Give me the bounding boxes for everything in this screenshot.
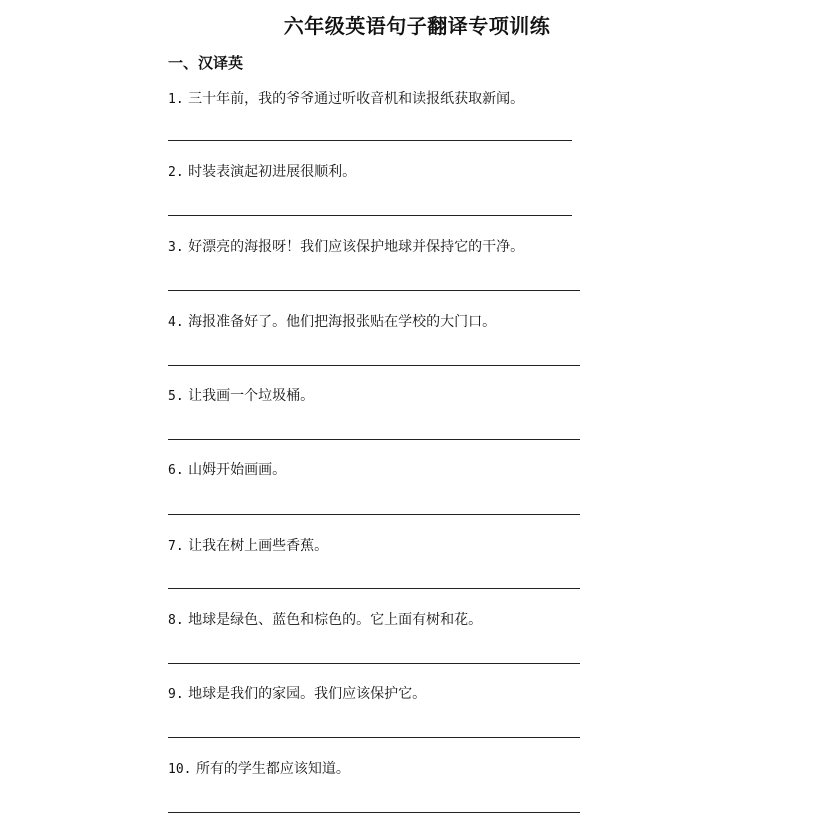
- question-text: [168, 387, 314, 406]
- answer-line[interactable]: [168, 514, 580, 515]
- question-prompt: 好漂亮的海报呀！我们应该保护地球并保持它的干净。: [188, 239, 525, 255]
- question-text: [168, 611, 482, 630]
- question-7: [168, 537, 588, 611]
- answer-line[interactable]: [168, 290, 580, 291]
- question-number: 1.: [168, 92, 184, 107]
- question-number: 10.: [168, 762, 192, 777]
- question-prompt: 三十年前，我的爷爷通过听收音机和读报纸获取新闻。: [188, 91, 525, 107]
- question-number: 7.: [168, 539, 184, 554]
- question-number: 3.: [168, 240, 184, 255]
- question-number: 4.: [168, 315, 184, 330]
- question-8: [168, 611, 588, 685]
- answer-line[interactable]: [168, 140, 572, 141]
- answer-line[interactable]: [168, 365, 580, 366]
- question-number: 9.: [168, 687, 184, 702]
- question-number: 2.: [168, 165, 184, 180]
- question-3: [168, 238, 588, 312]
- question-prompt: 地球是绿色、蓝色和棕色的。它上面有树和花。: [188, 612, 483, 628]
- page-title: 六年级英语句子翻译专项训练: [283, 14, 551, 38]
- question-6: [168, 461, 588, 535]
- question-text: [168, 90, 524, 109]
- question-text: [168, 685, 426, 704]
- question-number: 6.: [168, 463, 184, 478]
- question-5: [168, 387, 588, 461]
- question-text: [168, 313, 496, 332]
- question-text: [168, 760, 350, 779]
- question-10: [168, 760, 588, 834]
- question-number: 5.: [168, 389, 184, 404]
- question-prompt: 让我在树上画些香蕉。: [188, 538, 329, 554]
- question-text: [168, 163, 356, 182]
- question-prompt: 时装表演起初进展很顺利。: [188, 164, 357, 180]
- answer-line[interactable]: [168, 439, 580, 440]
- question-prompt: 海报准备好了。他们把海报张贴在学校的大门口。: [188, 314, 497, 330]
- answer-line[interactable]: [168, 588, 580, 589]
- question-prompt: 山姆开始画画。: [188, 462, 287, 478]
- answer-line[interactable]: [168, 812, 580, 813]
- question-text: [168, 537, 328, 556]
- question-number: 8.: [168, 613, 184, 628]
- question-prompt: 所有的学生都应该知道。: [195, 761, 350, 777]
- section-heading: 一、汉译英: [168, 54, 244, 72]
- answer-line[interactable]: [168, 215, 572, 216]
- question-text: [168, 461, 286, 480]
- answer-line[interactable]: [168, 737, 580, 738]
- question-prompt: 让我画一个垃圾桶。: [188, 388, 315, 404]
- question-9: [168, 685, 588, 759]
- question-2: [168, 163, 588, 237]
- question-text: [168, 238, 524, 257]
- question-1: [168, 90, 588, 164]
- question-4: [168, 313, 588, 387]
- question-prompt: 地球是我们的家园。我们应该保护它。: [188, 686, 427, 702]
- answer-line[interactable]: [168, 663, 580, 664]
